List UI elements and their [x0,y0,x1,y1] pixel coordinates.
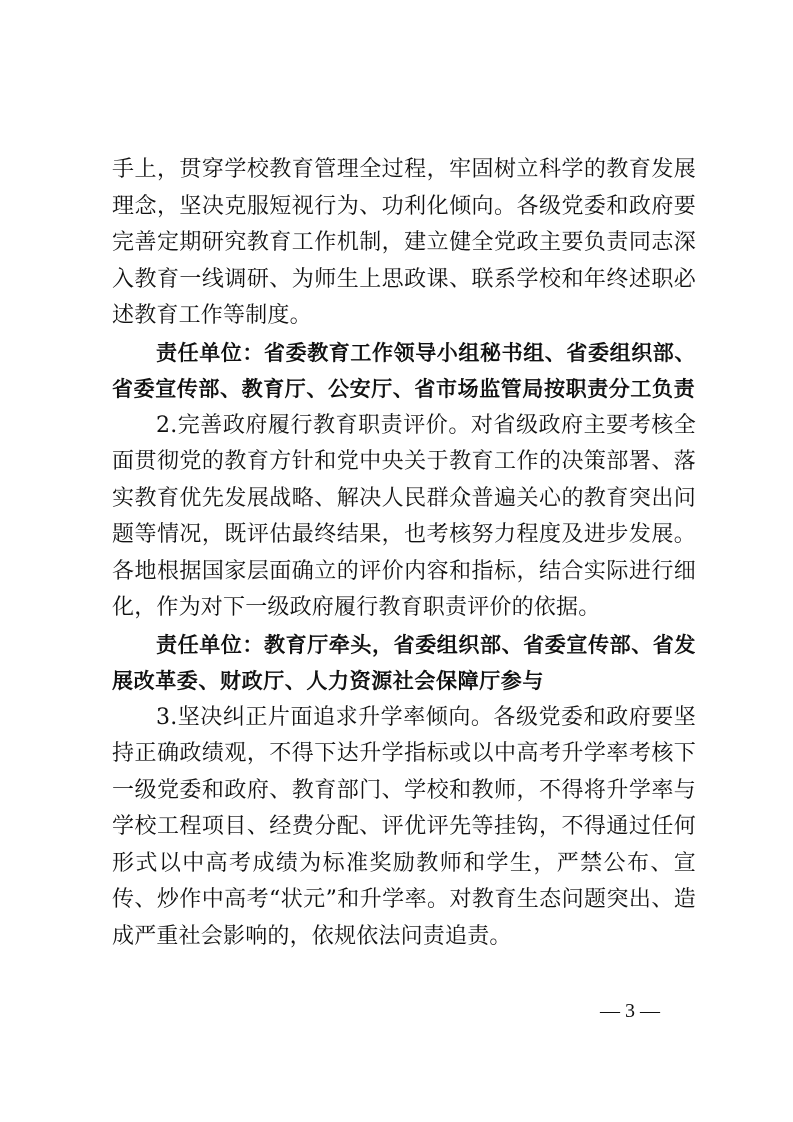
responsible-units-2: 责任单位：教育厅牵头，省委组织部、省委宣传部、省发展改革委、财政厅、人力资源社会保障厅参与 [112,632,696,693]
page-number: — 3 — [600,1000,660,1022]
paragraph-item-3: 3.坚决纠正片面追求升学率倾向。各级党委和政府要坚持正确政绩观，不得下达升学指标或以中高考升学率考核下一级党委和政府、教育部门、学校和教师，不得将升学率与学校工程项目、经费分配、评优评先等挂钩，不得通过任何形式以中高考成绩为标准奖励教师和学生，严禁公布、宣传、炒作中高考“状元”和升学率。对教育生态问题突出、造成严重社会影响的，依规依法问责追责。 [112,704,696,949]
responsible-units-1: 责任单位：省委教育工作领导小组秘书组、省委组织部、省委宣传部、教育厅、公安厅、省市场监管局按职责分工负责 [112,340,696,401]
paragraph-item-2: 2.完善政府履行教育职责评价。对省级政府主要考核全面贯彻党的教育方针和党中央关于教育工作的决策部署、落实教育优先发展战略、解决人民群众普遍关心的教育突出问题等情况，既评估最终结果，也考核努力程度及进步发展。各地根据国家层面确立的评价内容和指标，结合实际进行细化，作为对下一级政府履行教育职责评价的依据。 [112,412,696,620]
document-body [112,152,696,955]
paragraph-continuation: 手上，贯穿学校教育管理全过程，牢固树立科学的教育发展理念，坚决克服短视行为、功利化倾向。各级党委和政府要完善定期研究教育工作机制，建立健全党政主要负责同志深入教育一线调研、为师生上思政课、联系学校和年终述职必述教育工作等制度。 [112,157,696,328]
